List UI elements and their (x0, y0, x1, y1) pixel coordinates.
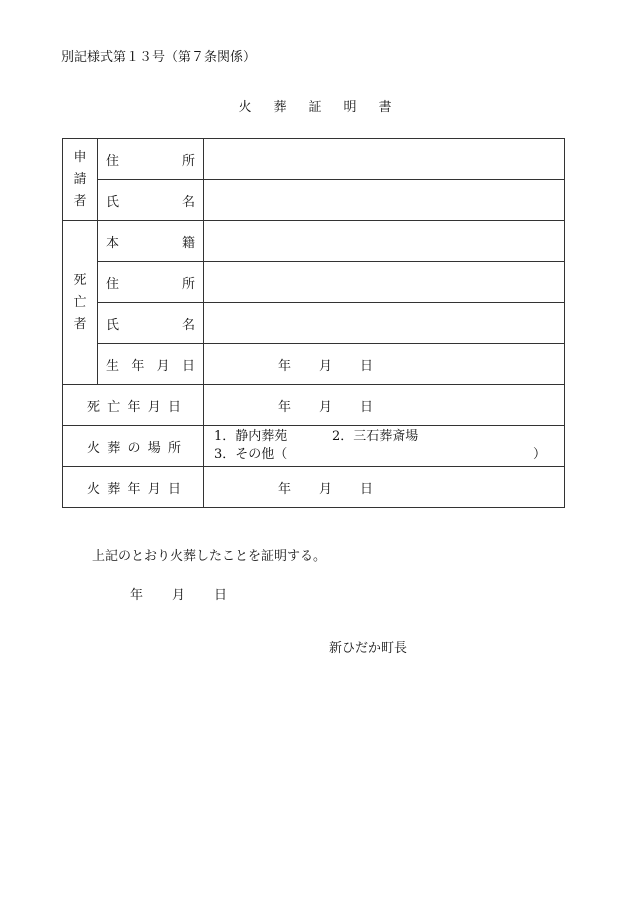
deceased-name-row (63, 303, 565, 344)
issue-date[interactable]: 年 月 日 (130, 588, 228, 603)
deceased-address-field[interactable] (204, 262, 565, 303)
deceased-group-label: 死 亡 者 (63, 221, 98, 385)
cremation-place-label: 火 葬 の 場 所 (63, 426, 204, 467)
deceased-name-label: 氏 名 (98, 303, 204, 344)
applicant-address-field[interactable] (204, 139, 565, 180)
deceased-domicile-label: 本 籍 (98, 221, 204, 262)
applicant-name-field[interactable] (204, 180, 565, 221)
option-mitsuishi[interactable]: 2．三石葬斎場 (332, 429, 419, 444)
deceased-domicile-field[interactable] (204, 221, 565, 262)
deceased-address-label: 住 所 (98, 262, 204, 303)
deceased-birthdate-label: 生 年 月 日 (98, 344, 204, 385)
option-other[interactable]: 3．その他（ (214, 447, 288, 462)
deceased-name-field[interactable] (204, 303, 565, 344)
cremation-date-row (63, 467, 565, 508)
cremation-place-row (63, 426, 565, 467)
issuer-name: 新ひだか町長 (329, 641, 408, 656)
applicant-name-row (63, 180, 565, 221)
deceased-domicile-row (63, 221, 565, 262)
certification-statement: 上記のとおり火葬したことを証明する。 (92, 549, 327, 564)
applicant-group-label: 申 請 者 (63, 139, 98, 221)
deceased-address-row (63, 262, 565, 303)
certificate-form-table (62, 138, 565, 508)
applicant-name-label: 氏 名 (98, 180, 204, 221)
deceased-birthdate-field[interactable]: 年 月 日 (204, 344, 565, 385)
deceased-birthdate-row (63, 344, 565, 385)
applicant-address-label: 住 所 (98, 139, 204, 180)
option-shizunai[interactable]: 1．静内葬苑 (214, 429, 288, 444)
death-date-field[interactable]: 年 月 日 (204, 385, 565, 426)
cremation-place-field[interactable] (204, 426, 565, 467)
cremation-date-label: 火 葬 年 月 日 (63, 467, 204, 508)
form-number-note: 別記様式第１３号（第７条関係） (61, 50, 257, 65)
death-date-row (63, 385, 565, 426)
option-other-close: ） (532, 447, 546, 462)
cremation-date-field[interactable]: 年 月 日 (204, 467, 565, 508)
applicant-address-row (63, 139, 565, 180)
death-date-label: 死 亡 年 月 日 (63, 385, 204, 426)
document-title: 火葬証明書 (238, 100, 414, 115)
